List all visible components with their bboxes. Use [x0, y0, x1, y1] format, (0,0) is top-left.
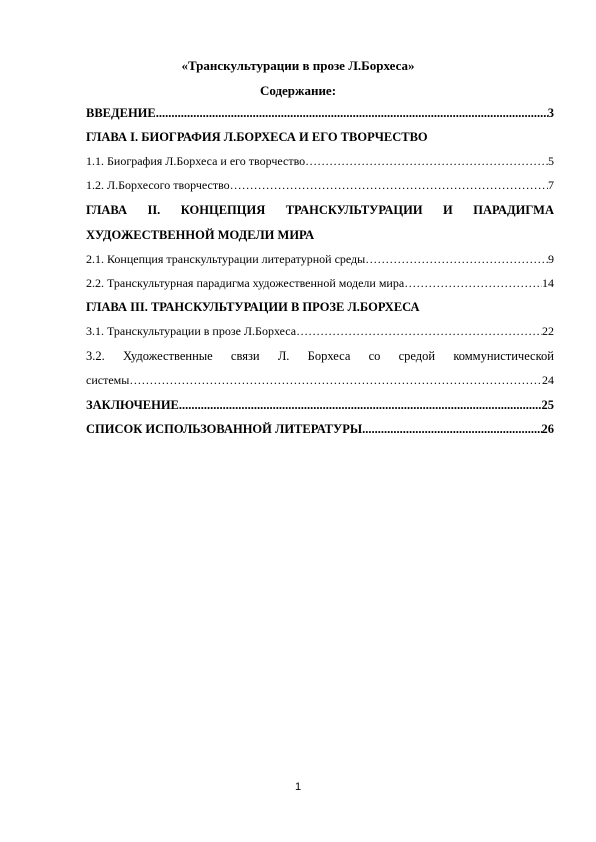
- toc-entry-label: ГЛАВА II. КОНЦЕПЦИЯ ТРАНСКУЛЬТУРАЦИИ И ПАРАДИГМА: [86, 203, 554, 217]
- toc-entry-label: ЗАКЛЮЧЕНИЕ: [86, 398, 179, 412]
- document-title: «Транскультурации в прозе Л.Борхеса»: [181, 58, 415, 73]
- toc-entry-3-2-line1: [86, 347, 554, 365]
- toc-entry-label: 2.2. Транскультурная парадигма художественной модели мира: [86, 276, 405, 290]
- toc-entry-page: 7: [548, 178, 554, 192]
- toc-chapter-2-line2: [86, 226, 554, 244]
- toc-entry-2-2: [86, 274, 554, 292]
- toc-entry-1-2: [86, 176, 554, 194]
- toc-entry-label: ХУДОЖЕСТВЕННОЙ МОДЕЛИ МИРА: [86, 228, 315, 242]
- toc-entry-page: 9: [548, 252, 554, 266]
- toc-entry-label: ГЛАВА III. ТРАНСКУЛЬТУРАЦИИ В ПРОЗЕ Л.БОРХЕСА: [86, 300, 420, 314]
- dot-leader: [156, 104, 548, 122]
- toc-entry-label: 2.1. Концепция транскультурации литературной среды: [86, 252, 366, 266]
- toc-heading: Содержание:: [259, 83, 337, 98]
- toc-entry-label: ГЛАВА I. БИОГРАФИЯ Л.БОРХЕСА И ЕГО ТВОРЧЕСТВО: [86, 130, 428, 144]
- dot-leader: [296, 322, 542, 340]
- toc-entry-1-1: [86, 152, 554, 170]
- dot-leader: [305, 152, 548, 170]
- toc-entry-3-2-line2: [86, 371, 554, 389]
- toc-entry-bibliography: [86, 420, 554, 438]
- toc-entry-page: 5: [548, 154, 554, 168]
- dot-leader: [404, 274, 542, 292]
- toc-entry-label: 3.2. Художественные связи Л. Борхеса со средой коммунистической: [86, 349, 554, 363]
- toc-entry-page: 22: [542, 324, 554, 338]
- dot-leader: [179, 396, 542, 414]
- dot-leader: [230, 176, 548, 194]
- dot-leader: [362, 420, 541, 438]
- dot-leader: [365, 250, 548, 268]
- toc-entry-label: СПИСОК ИСПОЛЬЗОВАННОЙ ЛИТЕРАТУРЫ: [86, 422, 363, 436]
- toc-entry-2-1: [86, 250, 554, 268]
- toc-entry-conclusion: [86, 396, 554, 414]
- toc-entry-label: 1.2. Л.Борхесого творчество: [86, 178, 230, 192]
- toc-chapter-2-line1: [86, 201, 554, 219]
- toc-entry-page: 14: [542, 276, 554, 290]
- page-number: 1: [294, 781, 302, 793]
- toc-chapter-1: [86, 128, 554, 146]
- toc-entry-label: 3.1. Транскультурации в прозе Л.Борхеса: [86, 324, 297, 338]
- toc-entry-introduction: [86, 104, 554, 122]
- toc-entry-3-1: [86, 322, 554, 340]
- toc-entry-page: 26: [541, 422, 554, 436]
- toc-entry-page: 25: [541, 398, 554, 412]
- toc-entry-label: 1.1. Биография Л.Борхеса и его творчество: [86, 154, 306, 168]
- toc-entry-page: 3: [547, 106, 554, 120]
- toc-entry-page: 24: [542, 373, 554, 387]
- dot-leader: [129, 371, 542, 389]
- toc-entry-label: ВВЕДЕНИЕ: [86, 106, 156, 120]
- toc-entry-label: системы: [86, 373, 130, 387]
- toc-chapter-3: [86, 298, 554, 316]
